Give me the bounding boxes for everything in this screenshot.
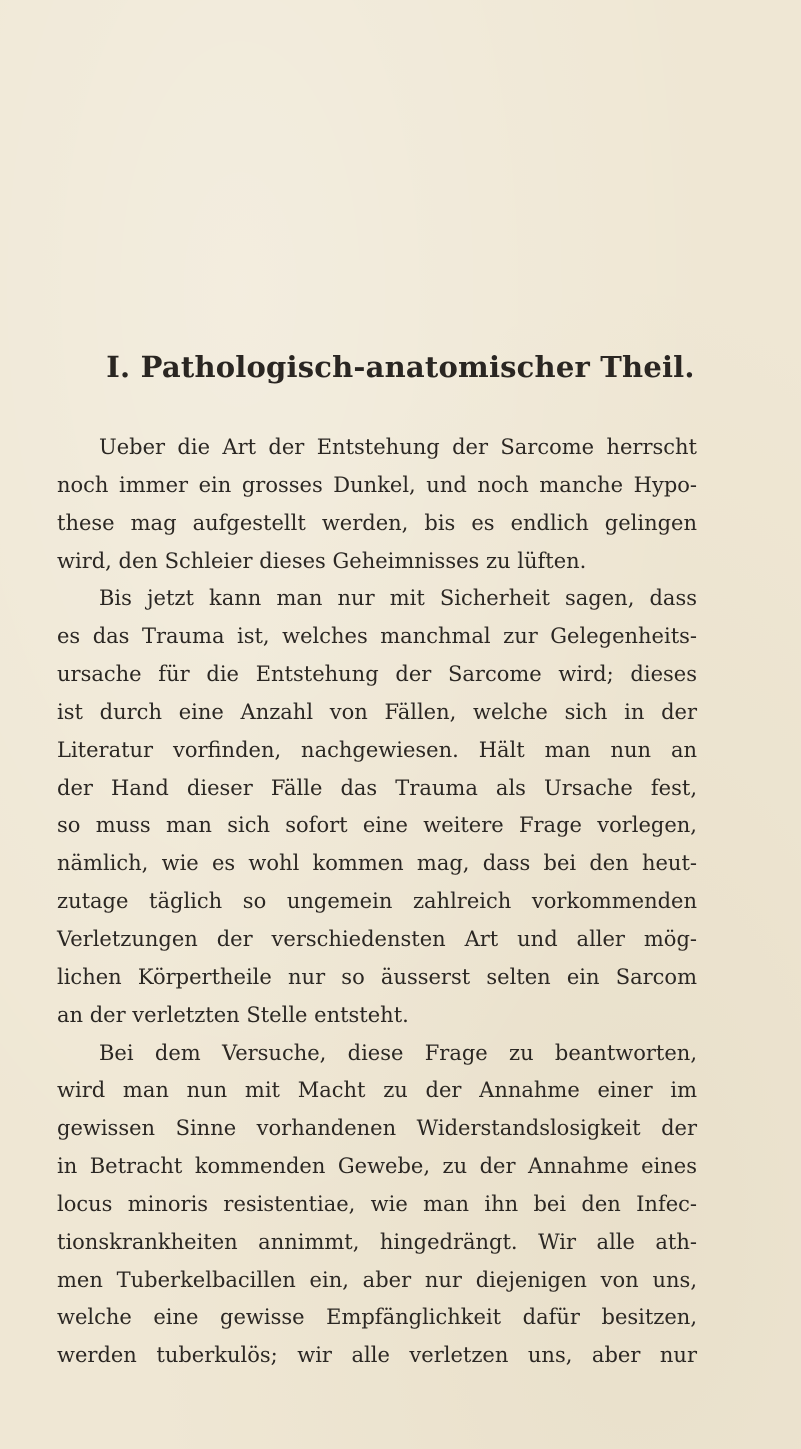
- text-line: lichen Körpertheile nur so äusserst selten ein Sarcom: [57, 964, 697, 989]
- section-heading: I. Pathologisch-anatomischer Theil.: [106, 350, 695, 384]
- text-line: so muss man sich sofort eine weitere Frage vorlegen,: [57, 813, 697, 838]
- text-line: der Hand dieser Fälle das Trauma als Ursache fest,: [57, 775, 697, 800]
- text-line: Literatur vorfinden, nachgewiesen. Hält man nun an: [57, 737, 697, 762]
- text-line: welche eine gewisse Empfänglichkeit dafür besitzen,: [57, 1305, 697, 1330]
- text-line: werden tuberkulös; wir alle verletzen uns, aber nur: [57, 1343, 697, 1368]
- text-line: wird man nun mit Macht zu der Annahme einer im: [57, 1078, 697, 1103]
- text-line: ursache für die Entstehung der Sarcome wird; dieses: [57, 662, 697, 687]
- text-line: in Betracht kommenden Gewebe, zu der Annahme eines: [57, 1154, 697, 1179]
- text-line: zutage täglich so ungemein zahlreich vorkommenden: [57, 889, 697, 914]
- text-line: Ueber die Art der Entstehung der Sarcome herrscht: [99, 435, 697, 459]
- text-line: wird, den Schleier dieses Geheimnisses zu lüften.: [57, 548, 587, 573]
- text-line: men Tuberkelbacillen ein, aber nur diejenigen von uns,: [57, 1267, 697, 1292]
- text-line: Bis jetzt kann man nur mit Sicherheit sagen, dass: [99, 586, 697, 611]
- text-line: Verletzungen der verschiedensten Art und aller mög-: [57, 926, 697, 951]
- text-line: these mag aufgestellt werden, bis es endlich gelingen: [57, 510, 697, 535]
- body-text: [57, 429, 697, 1375]
- text-line: noch immer ein grosses Dunkel, und noch manche Hypo-: [57, 472, 697, 497]
- text-line: ist durch eine Anzahl von Fällen, welche sich in der: [57, 699, 697, 724]
- text-line: nämlich, wie es wohl kommen mag, dass bei den heut-: [57, 851, 697, 876]
- text-line: locus minoris resistentiae, wie man ihn bei den Infec-: [57, 1191, 697, 1216]
- text-line: tionskrankheiten annimmt, hingedrängt. Wir alle ath-: [57, 1229, 697, 1254]
- text-line: an der verletzten Stelle entsteht.: [57, 1002, 409, 1027]
- text-line: es das Trauma ist, welches manchmal zur Gelegenheits-: [57, 624, 697, 649]
- text-line: gewissen Sinne vorhandenen Widerstandslosigkeit der: [57, 1116, 697, 1141]
- text-line: Bei dem Versuche, diese Frage zu beantworten,: [99, 1040, 697, 1065]
